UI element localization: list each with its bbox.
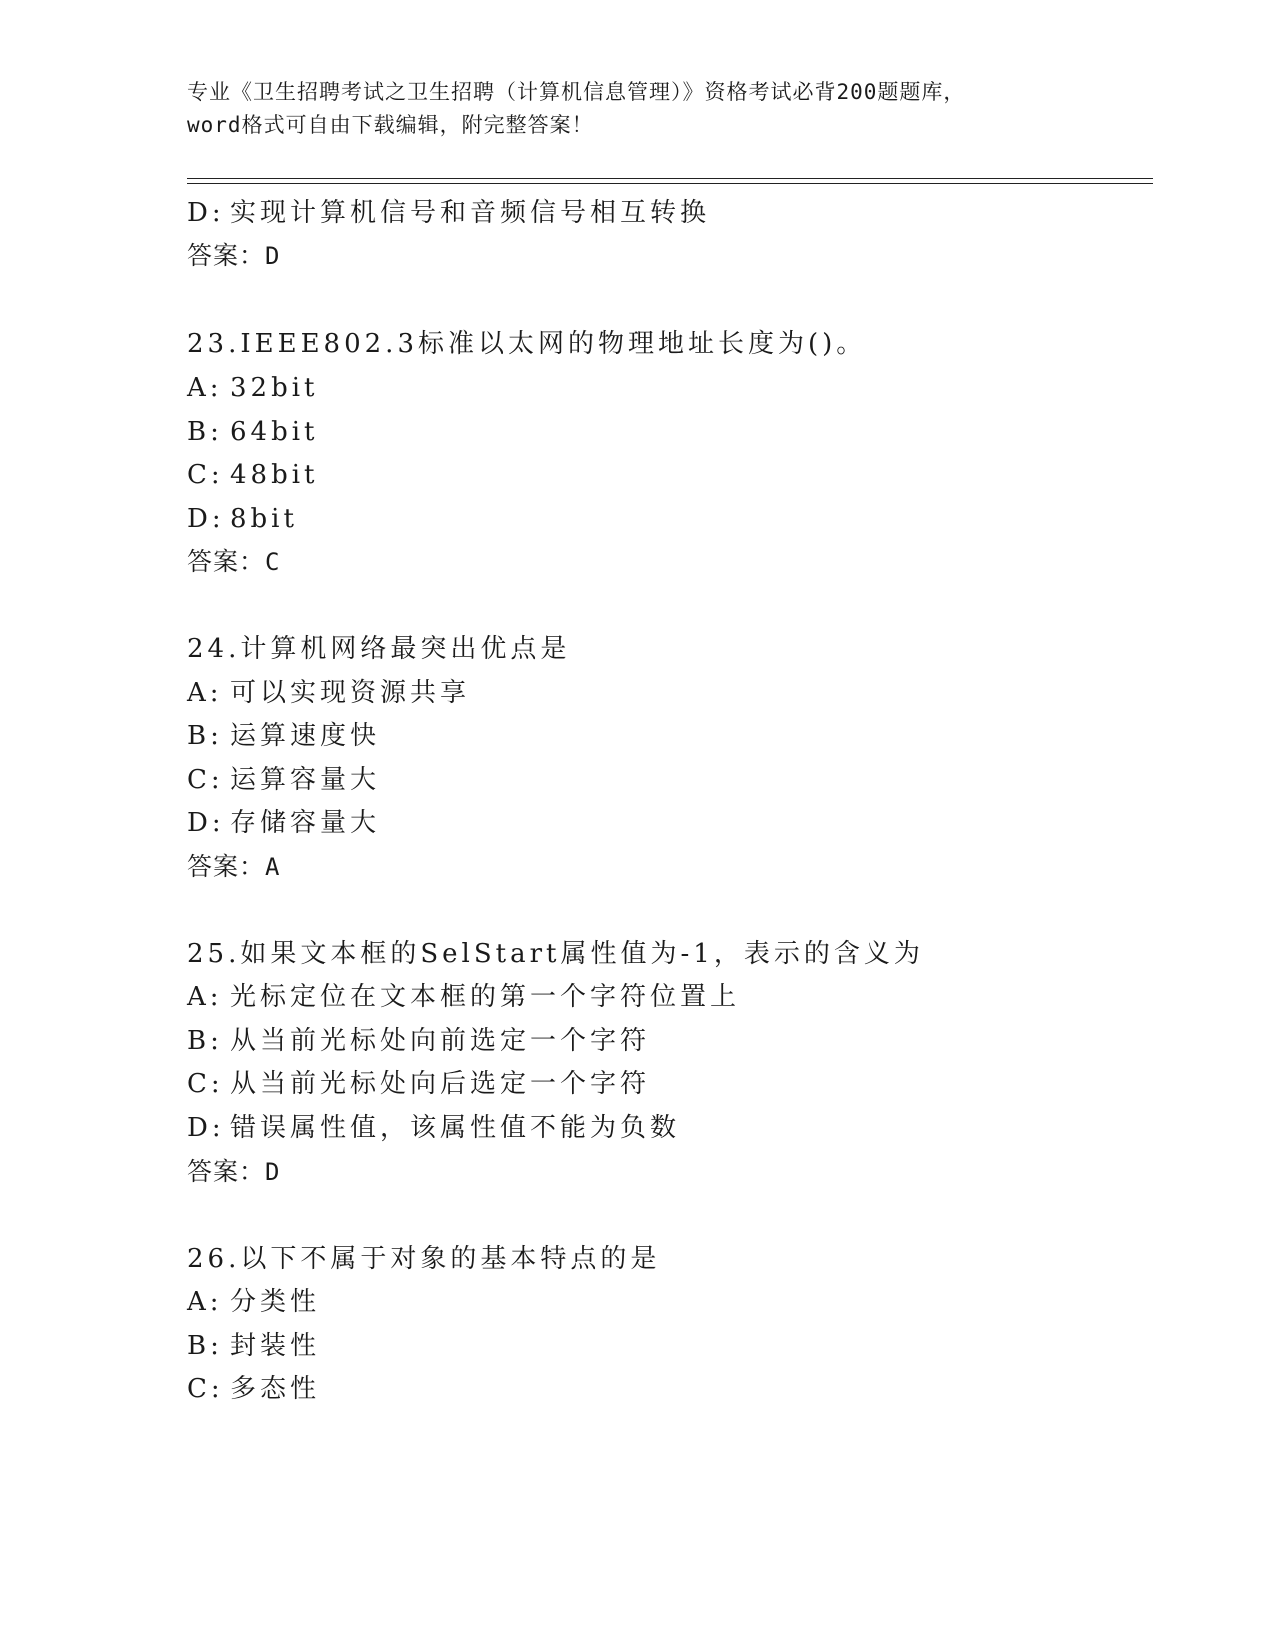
option-label: B:: [187, 417, 223, 447]
question-stem: 24.计算机网络最突出优点是: [187, 634, 571, 664]
question-stem: 23.IEEE802.3标准以太网的物理地址长度为()。: [187, 329, 867, 359]
option-text: 分类性: [230, 1287, 321, 1317]
option-text: 64bit: [230, 417, 319, 447]
option-text: 实现计算机信号和音频信号相互转换: [230, 198, 711, 228]
option-a: [187, 1284, 320, 1320]
option-b: [187, 718, 380, 754]
option-text: 运算速度快: [230, 721, 381, 751]
option-a: [187, 675, 470, 711]
option-d: [187, 195, 710, 231]
answer-label: 答案：: [187, 852, 266, 881]
option-c: [187, 762, 380, 798]
header-line-1: 专业《卫生招聘考试之卫生招聘（计算机信息管理）》资格考试必背200题题库，: [187, 80, 966, 104]
option-c: [187, 457, 319, 493]
option-label: D:: [187, 1113, 225, 1143]
option-c: [187, 1371, 320, 1407]
answer-line: [187, 238, 280, 274]
option-text: 光标定位在文本框的第一个字符位置上: [230, 982, 741, 1012]
option-label: A:: [187, 982, 223, 1012]
option-text: 从当前光标处向前选定一个字符: [230, 1026, 651, 1056]
header-divider-bottom: [187, 183, 1153, 184]
option-text: 封装性: [230, 1331, 321, 1361]
option-text: 48bit: [230, 460, 319, 490]
option-label: B:: [187, 1331, 223, 1361]
option-text: 存储容量大: [230, 808, 381, 838]
header-line-2: word格式可自由下载编辑，附完整答案！: [187, 113, 594, 137]
option-d: [187, 501, 298, 537]
question-stem: 25.如果文本框的SelStart属性值为-1，表示的含义为: [187, 939, 924, 969]
answer-label: 答案：: [187, 241, 266, 270]
option-label: A:: [187, 678, 223, 708]
option-text: 可以实现资源共享: [230, 678, 471, 708]
answer-value: A: [265, 853, 281, 881]
option-label: C:: [187, 765, 224, 795]
answer-value: C: [265, 548, 281, 576]
option-d: [187, 1110, 680, 1146]
option-c: [187, 1066, 650, 1102]
answer-value: D: [265, 242, 281, 270]
answer-value: D: [265, 1158, 281, 1186]
answer-line: [187, 544, 280, 580]
option-label: D:: [187, 198, 225, 228]
option-d: [187, 805, 380, 841]
option-label: A:: [187, 1287, 223, 1317]
option-label: D:: [187, 504, 225, 534]
option-label: C:: [187, 1069, 224, 1099]
option-label: D:: [187, 808, 225, 838]
option-label: C:: [187, 1374, 224, 1404]
header-divider-top: [187, 178, 1153, 179]
answer-line: [187, 1154, 280, 1190]
option-label: B:: [187, 1026, 223, 1056]
option-text: 从当前光标处向后选定一个字符: [230, 1069, 651, 1099]
option-b: [187, 1328, 320, 1364]
option-label: A:: [187, 373, 223, 403]
option-text: 错误属性值，该属性值不能为负数: [230, 1113, 681, 1143]
option-text: 多态性: [230, 1374, 321, 1404]
option-a: [187, 370, 319, 406]
option-text: 运算容量大: [230, 765, 381, 795]
option-b: [187, 1023, 650, 1059]
document-header: [187, 76, 1087, 142]
answer-label: 答案：: [187, 1157, 266, 1186]
answer-line: [187, 849, 280, 885]
option-text: 8bit: [230, 504, 298, 534]
option-label: C:: [187, 460, 224, 490]
option-text: 32bit: [230, 373, 319, 403]
option-a: [187, 979, 740, 1015]
question-stem: 26.以下不属于对象的基本特点的是: [187, 1244, 661, 1274]
answer-label: 答案：: [187, 547, 266, 576]
option-b: [187, 414, 319, 450]
option-label: B:: [187, 721, 223, 751]
